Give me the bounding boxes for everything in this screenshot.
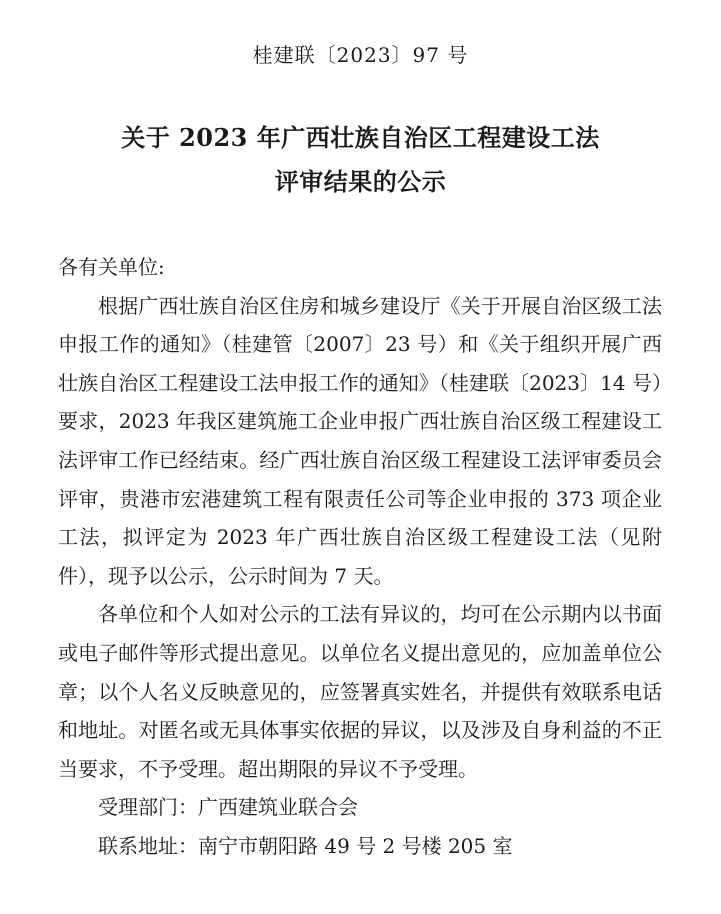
document-body: [58, 248, 662, 866]
paragraph-background: 根据广西壮族自治区住房和城乡建设厅《关于开展自治区级工法申报工作的通知》（桂建管〔2007〕23 号）和《关于组织开展广西壮族自治区工程建设工法申报工作的通知》（桂建联〔2023〕14 号）要求，2023 年我区建筑施工企业申报广西壮族自治区级工程建设工法评审工作已经结束。经广西壮族自治区级工程建设工法评审委员会评审，贵港市宏港建筑工程有限责任公司等企业申报的 373 项企业工法，拟评定为 2023 年广西壮族自治区级工程建设工法（见附件），现予以公示，公示时间为 7 天。: [58, 293, 662, 588]
document-title-line-1: 关于 2023 年广西壮族自治区工程建设工法: [121, 123, 600, 152]
document-title-line-2: 评审结果的公示: [274, 167, 447, 196]
contact-address: 联系地址：南宁市朝阳路 49 号 2 号楼 205 室: [98, 833, 513, 858]
document-number: 桂建联〔2023〕97 号: [252, 43, 469, 67]
paragraph-objections: 各单位和个人如对公示的工法有异议的，均可在公示期内以书面或电子邮件等形式提出意见。以单位名义提出意见的，应加盖单位公章；以个人名义反映意见的，应签署真实姓名，并提供有效联系电话和地址。对匿名或无具体事实依据的异议，以及涉及自身利益的不正当要求，不予受理。超出期限的异议不予受理。: [58, 602, 662, 781]
salutation: 各有关单位:: [58, 255, 165, 279]
accepting-department: 受理部门：广西建筑业联合会: [98, 795, 358, 820]
